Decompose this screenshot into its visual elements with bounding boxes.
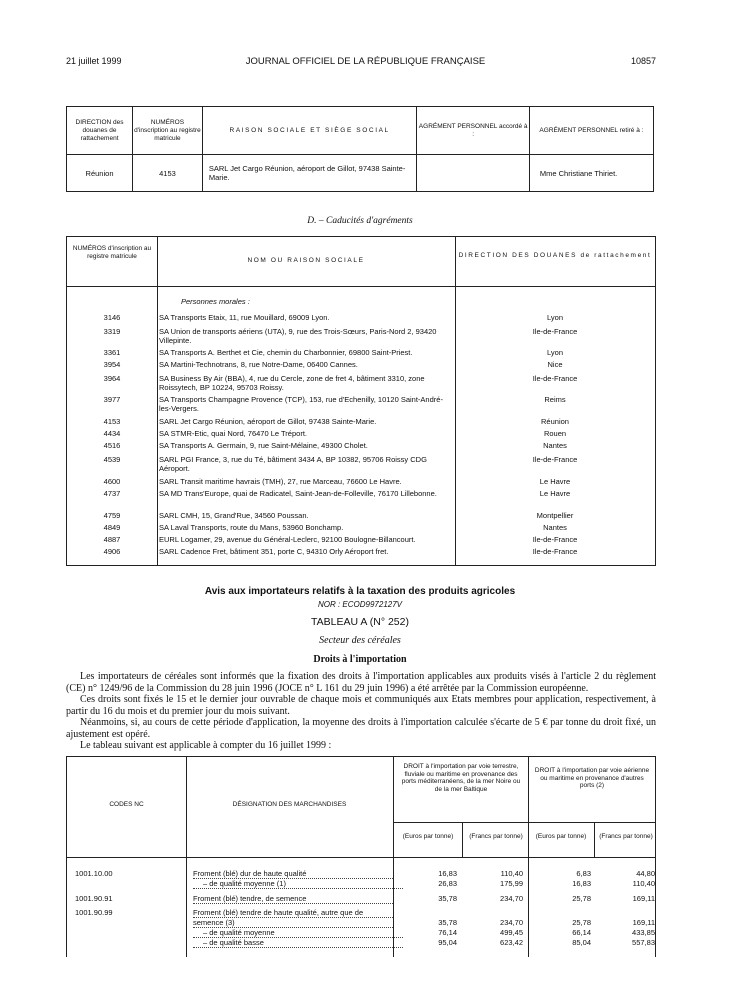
cell-direction: Ile-de-France — [532, 547, 578, 556]
cell-direction: Ile-de-France — [532, 374, 578, 383]
cell-numero: 3954 — [103, 360, 121, 369]
cell-numero: 4539 — [103, 455, 121, 464]
agrement-table — [66, 106, 654, 192]
cell-euros-2: 66,14 — [572, 928, 591, 937]
header-date: 21 juillet 1999 — [66, 56, 122, 66]
cell-numero: 3964 — [103, 374, 121, 383]
col-agrement-accorde-header: AGRÉMENT PERSONNEL accordé à : — [417, 107, 529, 155]
cell-accorde — [417, 155, 529, 192]
cell-direction: Le Havre — [539, 489, 571, 498]
cell-numero: 4153 — [133, 155, 203, 192]
cell-francs-1: 175,99 — [500, 879, 523, 888]
table-row — [67, 155, 654, 192]
cell-euros-1: 95,04 — [438, 938, 457, 947]
cell-francs-2: 557,83 — [632, 938, 655, 947]
paragraph-3: Néanmoins, si, au cours de cette période d'application, la moyenne des droits à l'importation calculée s'écarte de 5 € par tonne du droit fixé, un ajustement est opéré. — [66, 717, 656, 740]
header-title: JOURNAL OFFICIEL DE LA RÉPUBLIQUE FRANÇAISE — [245, 56, 486, 67]
cell-euros-1: 16,83 — [438, 869, 457, 878]
cell-numero: 4153 — [103, 417, 121, 426]
cell-numero: 4600 — [103, 477, 121, 486]
cell-direction: Nantes — [543, 523, 567, 532]
cell-euros-2: 25,78 — [572, 894, 591, 903]
cell-direction: Nantes — [543, 441, 567, 450]
droits-title: Droits à l'importation — [313, 654, 407, 665]
cell-direction: Ile-de-France — [532, 535, 578, 544]
cell-euros-2: 25,78 — [572, 918, 591, 927]
cell-nom: SARL CMH, 15, Grand'Rue, 34560 Poussan. — [159, 511, 309, 520]
cell-francs-1: 623,42 — [500, 938, 523, 947]
cell-nom: SA Transports A. Germain, 9, rue Saint-Mélaine, 49300 Cholet. — [159, 441, 368, 450]
tableau-title: TABLEAU A (N° 252) — [311, 616, 409, 628]
cell-direction: Ile-de-France — [532, 455, 578, 464]
caducites-table — [66, 236, 656, 566]
secteur-title: Secteur des céréales — [319, 635, 401, 646]
cell-designation: Froment (blé) tendre, de semence — [193, 894, 393, 904]
cell-direction: Réunion — [541, 417, 569, 426]
section-d-title: D. – Caducités d'agréments — [307, 216, 413, 226]
cell-nom: SA Transports Champagne Provence (TCP), 153, rue d'Echenilly, 10120 Saint-André-les-Vergers. — [159, 395, 443, 413]
cell-nom: SA MD Trans'Europe, quai de Radicatel, Saint-Jean-de-Folleville, 76170 Lillebonne. — [159, 489, 437, 498]
nor-reference: NOR : ECOD9972127V — [317, 600, 403, 609]
cell-francs-1: 234,70 — [500, 918, 523, 927]
cell-euros-1: 26,83 — [438, 879, 457, 888]
cell-euros-2: 6,83 — [576, 869, 591, 878]
cell-nom: SA STMR-Etic, quai Nord, 76470 Le Tréport. — [159, 429, 307, 438]
col-designation-header: DÉSIGNATION DES MARCHANDISES — [232, 801, 347, 808]
col-direction-header: DIRECTION DES DOUANES de rattachement — [458, 252, 652, 259]
cell-euros-2: 85,04 — [572, 938, 591, 947]
group-label: Personnes morales : — [181, 297, 250, 306]
cell-nom: SARL PGI France, 3, rue du Té, bâtiment 3434 A, BP 10382, 95706 Roissy CDG Aéroport. — [159, 455, 427, 473]
cell-designation: Froment (blé) dur de haute qualité — [193, 869, 393, 879]
paragraph-4: Le tableau suivant est applicable à compter du 16 juillet 1999 : — [80, 740, 332, 751]
cell-francs-2: 110,40 — [632, 879, 655, 888]
col-euros-header-1: (Euros par tonne) — [402, 833, 454, 840]
cell-francs-1: 110,40 — [500, 869, 523, 878]
cell-direction: Nice — [547, 360, 563, 369]
cell-numero: 4887 — [103, 535, 121, 544]
cell-francs-2: 169,11 — [632, 918, 655, 927]
col-agrement-retire-header: AGRÉMENT PERSONNEL retiré à : — [529, 107, 653, 155]
cell-numero: 3361 — [103, 348, 121, 357]
col-codes-header: CODES NC — [109, 801, 144, 808]
cell-nom: SARL Cadence Fret, bâtiment 351, porte C, 94310 Orly Aéroport fret. — [159, 547, 389, 556]
col-droit-terrestre-header: DROIT à l'importation par voie terrestre, fluviale ou maritime en provenance des ports méditerranéens, de la mer Noire ou de la mer Baltique — [401, 763, 521, 793]
cell-raison-sociale: SARL Jet Cargo Réunion, aéroport de Gillot, 97438 Sainte-Marie. — [202, 155, 417, 192]
cell-euros-1: 35,78 — [438, 918, 457, 927]
cell-francs-2: 44,80 — [636, 869, 655, 878]
cell-francs-2: 433,85 — [632, 928, 655, 937]
col-francs-header-1: (Francs par tonne) — [469, 833, 523, 840]
cell-code-nc: 1001.10.00 — [75, 869, 113, 878]
cell-direction: Reims — [544, 395, 566, 404]
paragraph-2: Ces droits sont fixés le 15 et le dernier jour ouvrable de chaque mois et communiqués aux Etats membres pour application, respectivement, à partir du 16 du mois et du premier jour du mois suivant. — [66, 694, 656, 717]
cell-numero: 4906 — [103, 547, 121, 556]
col-nom-header: NOM OU RAISON SOCIALE — [247, 257, 365, 264]
cell-numero: 3319 — [103, 327, 121, 336]
col-euros-header-2: (Euros par tonne) — [535, 833, 587, 840]
cell-francs-2: 169,11 — [632, 894, 655, 903]
cell-numero: 4849 — [103, 523, 121, 532]
cell-designation: – de qualité basse — [193, 938, 403, 948]
cell-numero: 4759 — [103, 511, 121, 520]
cell-nom: SA Transports Etaix, 11, rue Mouillard, 69009 Lyon. — [159, 313, 330, 322]
droits-table — [66, 756, 656, 957]
cell-direction: Lyon — [547, 313, 563, 322]
col-numero-header: NUMÉROS d'inscription au registre matricule — [133, 107, 203, 155]
cell-direction: Ile-de-France — [532, 327, 578, 336]
col-droit-aerien-header: DROIT à l'importation par voie aérienne ou maritime en provenance d'autres ports (2) — [534, 767, 650, 789]
col-direction-header: DIRECTION des douanes de rattachement — [67, 107, 133, 155]
cell-designation: Froment (blé) tendre de haute qualité, autre que de — [193, 908, 393, 918]
paragraph-1: Les importateurs de céréales sont informés que la fixation des droits à l'importation applicables aux produits visés à l'article 2 du règlement (CE) n° 1249/96 de la Commission du 28 juin 1996 (JOCE n° L 161 du 29 juin 1996) a été arrêtée par la Commission européenne. — [66, 671, 656, 694]
cell-euros-1: 76,14 — [438, 928, 457, 937]
cell-nom: SA Transports A. Berthet et Cie, chemin du Charbonnier, 69800 Saint-Priest. — [159, 348, 413, 357]
cell-direction: Le Havre — [539, 477, 571, 486]
cell-nom: SARL Jet Cargo Réunion, aéroport de Gillot, 97438 Sainte-Marie. — [159, 417, 377, 426]
cell-nom: SA Martini-Technotrans, 8, rue Notre-Dame, 06400 Cannes. — [159, 360, 358, 369]
col-numero-header: NUMÉROS d'inscription au registre matricule — [72, 245, 152, 260]
col-raison-sociale-header: RAISON SOCIALE ET SIÈGE SOCIAL — [202, 107, 417, 155]
cell-nom: EURL Logamer, 29, avenue du Général-Leclerc, 92100 Boulogne-Billancourt. — [159, 535, 416, 544]
cell-direction: Réunion — [67, 155, 133, 192]
cell-nom: SA Laval Transports, route du Mans, 53960 Bonchamp. — [159, 523, 344, 532]
header-page-number: 10857 — [630, 56, 656, 66]
cell-numero: 4516 — [103, 441, 121, 450]
cell-francs-1: 499,45 — [500, 928, 523, 937]
cell-direction: Rouen — [543, 429, 567, 438]
cell-designation: – de qualité moyenne (1) — [193, 879, 403, 889]
cell-nom: SA Business By Air (BBA), 4, rue du Cercle, zone de fret 4, bâtiment 3310, zone Roissytech, BP 10224, 95703 Roissy. — [159, 374, 425, 392]
cell-code-nc: 1001.90.91 — [75, 894, 113, 903]
cell-nom: SARL Transit maritime havrais (TMH), 27, rue Marceau, 76600 Le Havre. — [159, 477, 402, 486]
cell-euros-2: 16,83 — [572, 879, 591, 888]
cell-francs-1: 234,70 — [500, 894, 523, 903]
cell-numero: 4737 — [103, 489, 121, 498]
cell-code-nc: 1001.90.99 — [75, 908, 113, 917]
cell-designation: – de qualité moyenne — [193, 928, 403, 938]
cell-numero: 3977 — [103, 395, 121, 404]
cell-numero: 3146 — [103, 313, 121, 322]
cell-nom: SA Union de transports aériens (UTA), 9, rue des Trois-Sœurs, Paris-Nord 2, 93420 Villepinte. — [159, 327, 437, 345]
cell-designation: semence (3) — [193, 918, 393, 928]
cell-numero: 4434 — [103, 429, 121, 438]
cell-euros-1: 35,78 — [438, 894, 457, 903]
cell-direction: Lyon — [547, 348, 563, 357]
cell-direction: Montpellier — [536, 511, 574, 520]
cell-retire: Mme Christiane Thiriet. — [529, 155, 653, 192]
avis-title: Avis aux importateurs relatifs à la taxation des produits agricoles — [204, 586, 516, 597]
col-francs-header-2: (Francs par tonne) — [599, 833, 653, 840]
